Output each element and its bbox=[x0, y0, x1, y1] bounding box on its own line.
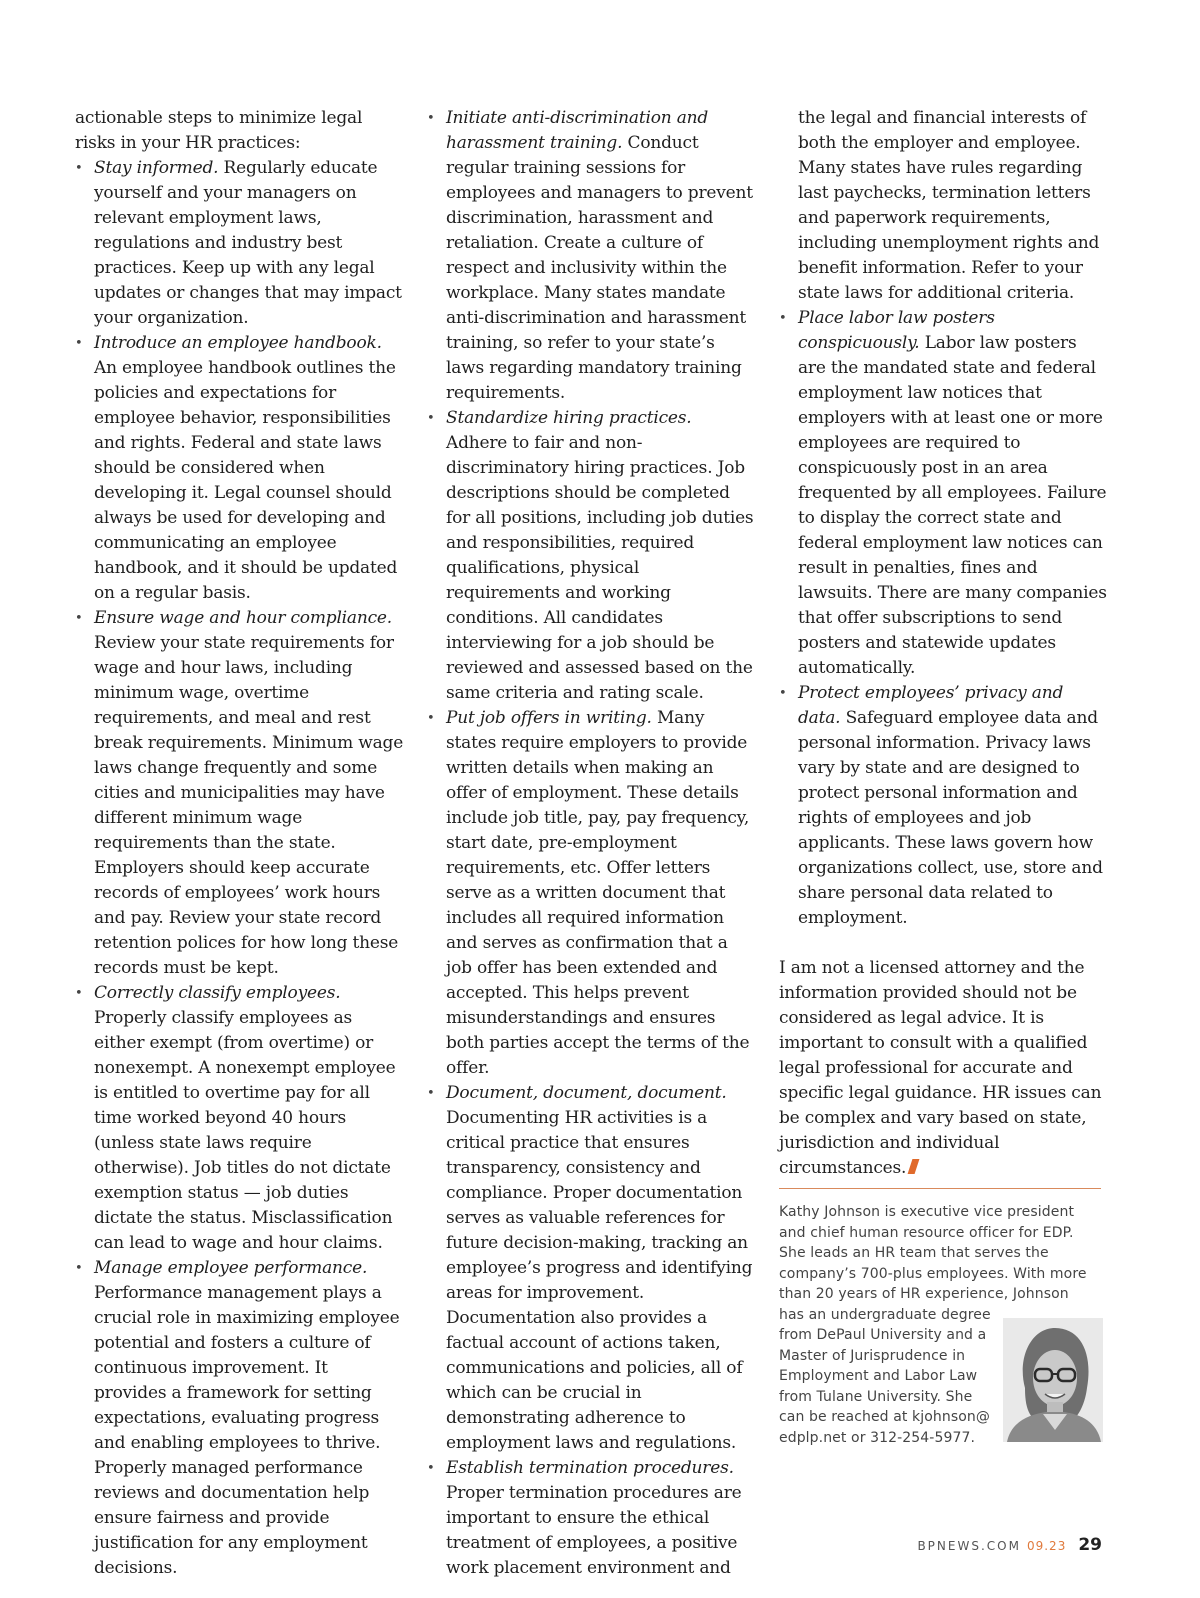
list-item bbox=[75, 331, 405, 606]
item-text: Proper termination procedures are important to ensure the ethical treatment of employees, a positive work placement environment and bbox=[446, 1483, 742, 1578]
page-footer bbox=[917, 1535, 1102, 1555]
item-text: Adhere to fair and non-discriminatory hiring practices. Job descriptions should be completed for all positions, including job duties and responsibilities, required qualifications, physical requirements and working conditions. All candidates interviewing for a job should be reviewed and assessed based on the same criteria and rating scale. bbox=[446, 433, 754, 703]
tips-list-3 bbox=[779, 306, 1109, 931]
article-column-1 bbox=[75, 106, 405, 1581]
list-item bbox=[779, 306, 1109, 681]
item-lead: Manage employee performance. bbox=[94, 1258, 368, 1278]
item-text: Safeguard employee data and personal information. Privacy laws vary by state and are designed to protect personal information and rights of employees and job applicants. These laws govern how organizations collect, use, store and share personal data related to employment. bbox=[798, 708, 1103, 928]
intro-paragraph: actionable steps to minimize legal risks in your HR practices: bbox=[75, 108, 363, 153]
end-mark-icon bbox=[908, 1159, 920, 1174]
tips-list-2 bbox=[427, 106, 757, 1581]
item-text: Conduct regular training sessions for employees and managers to prevent discrimination, harassment and retaliation. Create a culture of respect and inclusivity within the workplace. Many states mandate anti-discrimination and harassment training, so refer to your state’s laws regarding mandatory training requirements. bbox=[446, 133, 753, 403]
item-text: Documenting HR activities is a critical practice that ensures transparency, consistency and compliance. Proper documentation serves as valuable references for future decision-making, tracking an employee’s progress and identifying areas for improvement. Documentation also provides a factual account of actions taken, communications and policies, all of which can be crucial in demonstrating adherence to employment laws and regulations. bbox=[446, 1108, 753, 1453]
item-lead: Stay informed. bbox=[94, 158, 219, 178]
footer-issue: 09.23 bbox=[1026, 1539, 1067, 1553]
list-item bbox=[75, 1256, 405, 1581]
item-lead: Correctly classify employees. bbox=[94, 983, 341, 1003]
disclaimer-text: I am not a licensed attorney and the information provided should not be considered as legal advice. It is important to consult with a qualified legal professional for accurate and specific legal guidance. HR issues can be complex and vary based on state, jurisdiction and individual circumstances. bbox=[779, 958, 1102, 1178]
bio-text-wrap: has an undergraduate degree from DePaul University and a Master of Jurisprudence in Employment and Labor Law from Tulane University. She can be reached at kjohnson@ edplp.net or 312-254-5977. bbox=[779, 1306, 991, 1446]
list-item bbox=[75, 981, 405, 1256]
bio-divider bbox=[779, 1188, 1101, 1189]
item-text: Regularly educate yourself and your managers on relevant employment laws, regulations and industry best practices. Keep up with any legal updates or changes that may impact your organization. bbox=[94, 158, 402, 328]
list-item bbox=[75, 156, 405, 331]
item-text: Labor law posters are the mandated state and federal employment law notices that employers with at least one or more employees are required to conspicuously post in an area frequented by all employees. Failure to display the correct state and federal employment law notices can result in penalties, fines and lawsuits. There are many companies that offer subscriptions to send posters and statewide updates automatically. bbox=[798, 333, 1107, 678]
article-column-2 bbox=[427, 106, 757, 1581]
item-lead: Document, document, document. bbox=[446, 1083, 727, 1103]
list-item bbox=[427, 706, 757, 1081]
item-lead: Put job offers in writing. bbox=[446, 708, 652, 728]
item-lead: Standardize hiring practices. bbox=[446, 408, 692, 428]
item-lead: Establish termination procedures. bbox=[446, 1458, 734, 1478]
article-column-3 bbox=[779, 106, 1109, 1181]
list-item bbox=[427, 1081, 757, 1456]
item-lead: Ensure wage and hour compliance. bbox=[94, 608, 392, 628]
list-item bbox=[779, 681, 1109, 931]
footer-site: BPNEWS.COM bbox=[917, 1539, 1021, 1553]
item-text: Properly classify employees as either exempt (from overtime) or nonexempt. A nonexempt employee is entitled to overtime pay for all time worked beyond 40 hours (unless state laws require otherwise). Job titles do not dictate exemption status — job duties dictate the status. Misclassification can lead to wage and hour claims. bbox=[94, 1008, 396, 1253]
page-number: 29 bbox=[1078, 1535, 1102, 1555]
item-lead: Initiate anti-discrimination and harassment training. bbox=[446, 108, 709, 153]
item-text: Many states require employers to provide written details when making an offer of employment. These details include job title, pay, pay frequency, start date, pre-employment requirements, etc. Offer letters serve as a written document that includes all required information and serves as confirmation that a job offer has been extended and accepted. This helps prevent misunderstandings and ensures both parties accept the terms of the offer. bbox=[446, 708, 750, 1078]
item-text: Review your state requirements for wage and hour laws, including minimum wage, overtime requirements, and meal and rest break requirements. Minimum wage laws change frequently and some cities and municipalities may have different minimum wage requirements than the state. Employers should keep accurate records of employees’ work hours and pay. Review your state record retention polices for how long these records must be kept. bbox=[94, 633, 404, 978]
item-lead: Place labor law posters conspicuously. bbox=[798, 308, 995, 353]
tips-list-1 bbox=[75, 156, 405, 1581]
continuation-paragraph: the legal and financial interests of both the employer and employee. Many states have rules regarding last paychecks, termination letters and paperwork requirements, including unemployment rights and benefit information. Refer to your state laws for additional criteria. bbox=[798, 108, 1100, 303]
item-text: Performance management plays a crucial role in maximizing employee potential and fosters a culture of continuous improvement. It provides a framework for setting expectations, evaluating progress and enabling employees to thrive. Properly managed performance reviews and documentation help ensure fairness and provide justification for any employment decisions. bbox=[94, 1283, 400, 1578]
list-item bbox=[427, 106, 757, 406]
list-item bbox=[427, 1456, 757, 1581]
disclaimer-paragraph bbox=[779, 956, 1109, 1181]
author-portrait-image bbox=[1003, 1318, 1103, 1442]
list-item bbox=[75, 606, 405, 981]
item-lead: Introduce an employee handbook. bbox=[94, 333, 382, 353]
bio-text-top: Kathy Johnson is executive vice president and chief human resource officer for EDP. She leads an HR team that serves the company’s 700-plus employees. With more than 20 years of HR experience, Johnson bbox=[779, 1204, 1087, 1302]
item-text: An employee handbook outlines the policies and expectations for employee behavior, responsibilities and rights. Federal and state laws should be considered when developing it. Legal counsel should always be used for developing and communicating an employee handbook, and it should be updated on a regular basis. bbox=[94, 358, 398, 603]
item-lead: Protect employees’ privacy and data. bbox=[798, 683, 1064, 728]
author-photo bbox=[1003, 1318, 1103, 1442]
list-item bbox=[427, 406, 757, 706]
